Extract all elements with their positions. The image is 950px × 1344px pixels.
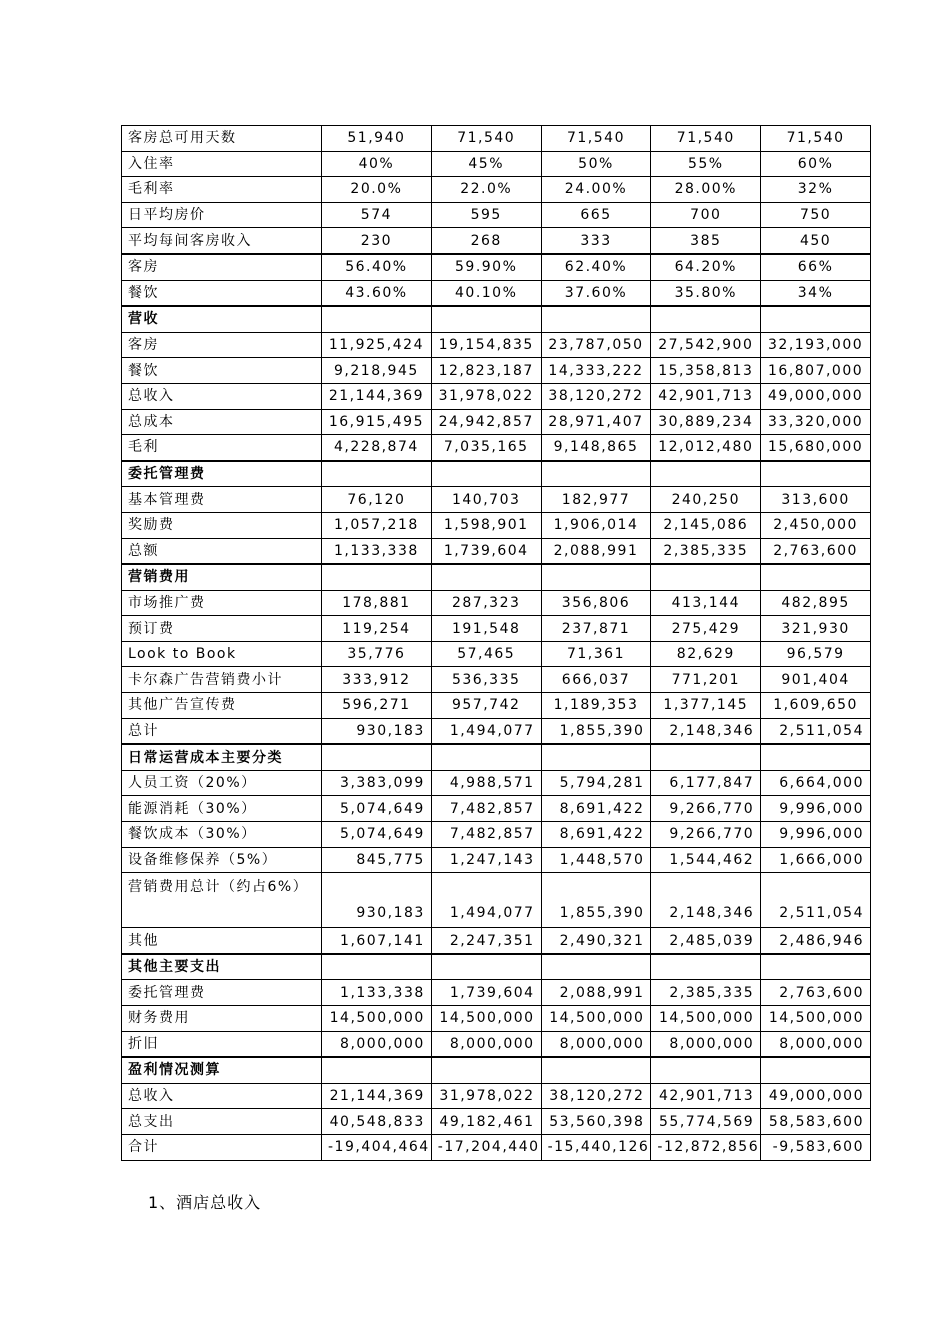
row-label: 卡尔森广告营销费小计 <box>122 667 322 693</box>
table-row <box>122 1083 871 1109</box>
empty-cell <box>651 461 761 487</box>
value-cell: 2,088,991 <box>541 980 651 1006</box>
value-cell: 268 <box>431 228 541 254</box>
empty-cell <box>431 564 541 590</box>
row-label: 总收入 <box>122 383 322 409</box>
value-cell: 49,000,000 <box>761 383 871 409</box>
value-cell: -9,583,600 <box>761 1134 871 1160</box>
value-cell: 40% <box>322 151 432 177</box>
value-cell: 42,901,713 <box>651 383 761 409</box>
value-cell: 957,742 <box>431 693 541 719</box>
value-cell: 37.60% <box>541 280 651 306</box>
value-cell: 4,988,571 <box>431 770 541 796</box>
empty-cell <box>761 1057 871 1083</box>
value-cell: 55% <box>651 151 761 177</box>
row-label: 总支出 <box>122 1109 322 1135</box>
value-cell: 31,978,022 <box>431 383 541 409</box>
value-cell: 1,494,077 <box>431 873 541 928</box>
table-row <box>122 332 871 358</box>
empty-cell <box>541 461 651 487</box>
table-row <box>122 1109 871 1135</box>
value-cell: 237,871 <box>541 616 651 642</box>
value-cell: 596,271 <box>322 693 432 719</box>
value-cell: 24.00% <box>541 177 651 203</box>
value-cell: 35.80% <box>651 280 761 306</box>
value-cell: 43.60% <box>322 280 432 306</box>
table-row <box>122 822 871 848</box>
value-cell: 19,154,835 <box>431 332 541 358</box>
table-row <box>122 383 871 409</box>
empty-cell <box>761 954 871 980</box>
row-label: 折旧 <box>122 1031 322 1057</box>
value-cell: 1,247,143 <box>431 847 541 873</box>
empty-cell <box>541 564 651 590</box>
value-cell: 6,177,847 <box>651 770 761 796</box>
value-cell: 55,774,569 <box>651 1109 761 1135</box>
table-row <box>122 667 871 693</box>
empty-cell <box>761 744 871 770</box>
empty-cell <box>431 744 541 770</box>
row-label: 奖励费 <box>122 512 322 538</box>
value-cell: 62.40% <box>541 254 651 280</box>
table-row <box>122 1031 871 1057</box>
value-cell: 1,494,077 <box>431 718 541 744</box>
value-cell: 2,450,000 <box>761 512 871 538</box>
table-row <box>122 151 871 177</box>
value-cell: 482,895 <box>761 590 871 616</box>
row-label: 设备维修保养（5%） <box>122 847 322 873</box>
empty-cell <box>431 1057 541 1083</box>
value-cell: 1,855,390 <box>541 718 651 744</box>
value-cell: 665 <box>541 202 651 228</box>
row-label: 能源消耗（30%） <box>122 796 322 822</box>
value-cell: 230 <box>322 228 432 254</box>
value-cell: 71,540 <box>431 126 541 152</box>
row-label: 人员工资（20%） <box>122 770 322 796</box>
value-cell: 2,511,054 <box>761 718 871 744</box>
value-cell: 66% <box>761 254 871 280</box>
value-cell: 3,383,099 <box>322 770 432 796</box>
value-cell: 1,609,650 <box>761 693 871 719</box>
value-cell: 21,144,369 <box>322 1083 432 1109</box>
row-label: 平均每间客房收入 <box>122 228 322 254</box>
value-cell: 1,377,145 <box>651 693 761 719</box>
value-cell: 930,183 <box>322 718 432 744</box>
section-caption: 1、酒店总收入 <box>148 1193 262 1212</box>
empty-cell <box>761 564 871 590</box>
value-cell: 1,607,141 <box>322 928 432 954</box>
value-cell: 1,739,604 <box>431 980 541 1006</box>
value-cell: 20.0% <box>322 177 432 203</box>
value-cell: 16,807,000 <box>761 358 871 384</box>
value-cell: 5,074,649 <box>322 796 432 822</box>
empty-cell <box>322 744 432 770</box>
value-cell: 71,540 <box>651 126 761 152</box>
empty-cell <box>322 954 432 980</box>
value-cell: 2,385,335 <box>651 538 761 564</box>
value-cell: 45% <box>431 151 541 177</box>
empty-cell <box>541 954 651 980</box>
value-cell: 64.20% <box>651 254 761 280</box>
table-row <box>122 590 871 616</box>
value-cell: 2,485,039 <box>651 928 761 954</box>
value-cell: 57,465 <box>431 641 541 667</box>
value-cell: -17,204,440 <box>431 1134 541 1160</box>
empty-cell <box>431 306 541 332</box>
value-cell: 14,500,000 <box>761 1006 871 1032</box>
value-cell: 750 <box>761 202 871 228</box>
table-row <box>122 718 871 744</box>
empty-cell <box>761 461 871 487</box>
value-cell: 60% <box>761 151 871 177</box>
value-cell: 59.90% <box>431 254 541 280</box>
empty-cell <box>322 1057 432 1083</box>
value-cell: 9,218,945 <box>322 358 432 384</box>
value-cell: -19,404,464 <box>322 1134 432 1160</box>
value-cell: 58,583,600 <box>761 1109 871 1135</box>
empty-cell <box>541 744 651 770</box>
value-cell: 7,035,165 <box>431 435 541 461</box>
value-cell: 8,000,000 <box>322 1031 432 1057</box>
value-cell: 8,000,000 <box>431 1031 541 1057</box>
value-cell: 16,915,495 <box>322 409 432 435</box>
value-cell: 96,579 <box>761 641 871 667</box>
value-cell: 287,323 <box>431 590 541 616</box>
table-row <box>122 847 871 873</box>
value-cell: 49,182,461 <box>431 1109 541 1135</box>
value-cell: 1,133,338 <box>322 538 432 564</box>
row-label: 毛利率 <box>122 177 322 203</box>
value-cell: 5,074,649 <box>322 822 432 848</box>
value-cell: 1,666,000 <box>761 847 871 873</box>
value-cell: 413,144 <box>651 590 761 616</box>
value-cell: 32,193,000 <box>761 332 871 358</box>
empty-cell <box>651 744 761 770</box>
value-cell: 35,776 <box>322 641 432 667</box>
value-cell: 2,490,321 <box>541 928 651 954</box>
empty-cell <box>431 954 541 980</box>
value-cell: 2,763,600 <box>761 538 871 564</box>
table-row <box>122 254 871 280</box>
row-label: 毛利 <box>122 435 322 461</box>
row-label: 营销费用总计（约占6%） <box>122 873 322 928</box>
value-cell: 71,361 <box>541 641 651 667</box>
section-header-row <box>122 564 871 590</box>
table-row <box>122 409 871 435</box>
value-cell: 2,763,600 <box>761 980 871 1006</box>
value-cell: 38,120,272 <box>541 383 651 409</box>
value-cell: 71,540 <box>761 126 871 152</box>
row-label: 基本管理费 <box>122 487 322 513</box>
value-cell: 14,500,000 <box>322 1006 432 1032</box>
value-cell: 450 <box>761 228 871 254</box>
value-cell: 24,942,857 <box>431 409 541 435</box>
financial-projection-table <box>121 125 871 1161</box>
value-cell: 8,000,000 <box>761 1031 871 1057</box>
empty-cell <box>322 461 432 487</box>
table-row <box>122 280 871 306</box>
value-cell: 42,901,713 <box>651 1083 761 1109</box>
value-cell: 1,133,338 <box>322 980 432 1006</box>
row-label: 总计 <box>122 718 322 744</box>
section-header-row <box>122 744 871 770</box>
section-header-row <box>122 461 871 487</box>
value-cell: 14,500,000 <box>651 1006 761 1032</box>
table-body <box>122 126 871 1161</box>
value-cell: 1,448,570 <box>541 847 651 873</box>
value-cell: 28.00% <box>651 177 761 203</box>
value-cell: 9,266,770 <box>651 796 761 822</box>
table-row <box>122 1134 871 1160</box>
table-row <box>122 770 871 796</box>
empty-cell <box>431 461 541 487</box>
value-cell: 51,940 <box>322 126 432 152</box>
row-label: 日平均房价 <box>122 202 322 228</box>
value-cell: 23,787,050 <box>541 332 651 358</box>
value-cell: 14,333,222 <box>541 358 651 384</box>
value-cell: 15,358,813 <box>651 358 761 384</box>
value-cell: 4,228,874 <box>322 435 432 461</box>
empty-cell <box>651 306 761 332</box>
empty-cell <box>322 306 432 332</box>
table-row <box>122 228 871 254</box>
row-label: 总额 <box>122 538 322 564</box>
value-cell: 595 <box>431 202 541 228</box>
table-row <box>122 693 871 719</box>
value-cell: 9,148,865 <box>541 435 651 461</box>
value-cell: 1,906,014 <box>541 512 651 538</box>
empty-cell <box>651 1057 761 1083</box>
row-label: 餐饮 <box>122 358 322 384</box>
value-cell: 771,201 <box>651 667 761 693</box>
section-title: 营收 <box>122 306 322 332</box>
value-cell: -15,440,126 <box>541 1134 651 1160</box>
table-row <box>122 873 871 928</box>
value-cell: 1,855,390 <box>541 873 651 928</box>
value-cell: 27,542,900 <box>651 332 761 358</box>
section-header-row <box>122 306 871 332</box>
table-row <box>122 641 871 667</box>
value-cell: 574 <box>322 202 432 228</box>
table-row <box>122 1006 871 1032</box>
empty-cell <box>541 1057 651 1083</box>
section-title: 盈利情况测算 <box>122 1057 322 1083</box>
value-cell: 333 <box>541 228 651 254</box>
row-label: 客房总可用天数 <box>122 126 322 152</box>
value-cell: 38,120,272 <box>541 1083 651 1109</box>
value-cell: 2,486,946 <box>761 928 871 954</box>
row-label: 餐饮 <box>122 280 322 306</box>
value-cell: 385 <box>651 228 761 254</box>
row-label: Look to Book <box>122 641 322 667</box>
value-cell: 49,000,000 <box>761 1083 871 1109</box>
row-label: 餐饮成本（30%） <box>122 822 322 848</box>
value-cell: 14,500,000 <box>431 1006 541 1032</box>
row-label: 财务费用 <box>122 1006 322 1032</box>
value-cell: 76,120 <box>322 487 432 513</box>
value-cell: 240,250 <box>651 487 761 513</box>
value-cell: -12,872,856 <box>651 1134 761 1160</box>
value-cell: 22.0% <box>431 177 541 203</box>
value-cell: 9,996,000 <box>761 796 871 822</box>
value-cell: 536,335 <box>431 667 541 693</box>
value-cell: 71,540 <box>541 126 651 152</box>
value-cell: 11,925,424 <box>322 332 432 358</box>
value-cell: 12,012,480 <box>651 435 761 461</box>
table-row <box>122 435 871 461</box>
value-cell: 119,254 <box>322 616 432 642</box>
row-label: 其他广告宣传费 <box>122 693 322 719</box>
value-cell: 34% <box>761 280 871 306</box>
value-cell: 191,548 <box>431 616 541 642</box>
value-cell: 6,664,000 <box>761 770 871 796</box>
value-cell: 2,088,991 <box>541 538 651 564</box>
value-cell: 845,775 <box>322 847 432 873</box>
value-cell: 53,560,398 <box>541 1109 651 1135</box>
value-cell: 2,247,351 <box>431 928 541 954</box>
table-row <box>122 616 871 642</box>
value-cell: 1,598,901 <box>431 512 541 538</box>
row-label: 客房 <box>122 332 322 358</box>
value-cell: 321,930 <box>761 616 871 642</box>
value-cell: 8,000,000 <box>651 1031 761 1057</box>
empty-cell <box>541 306 651 332</box>
value-cell: 40,548,833 <box>322 1109 432 1135</box>
table-row <box>122 358 871 384</box>
value-cell: 32% <box>761 177 871 203</box>
section-header-row <box>122 1057 871 1083</box>
value-cell: 356,806 <box>541 590 651 616</box>
value-cell: 33,320,000 <box>761 409 871 435</box>
value-cell: 901,404 <box>761 667 871 693</box>
table-row <box>122 796 871 822</box>
value-cell: 9,996,000 <box>761 822 871 848</box>
value-cell: 28,971,407 <box>541 409 651 435</box>
value-cell: 8,691,422 <box>541 796 651 822</box>
table-row <box>122 538 871 564</box>
value-cell: 12,823,187 <box>431 358 541 384</box>
value-cell: 1,057,218 <box>322 512 432 538</box>
row-label: 总成本 <box>122 409 322 435</box>
row-label: 入住率 <box>122 151 322 177</box>
row-label: 委托管理费 <box>122 980 322 1006</box>
value-cell: 2,148,346 <box>651 873 761 928</box>
value-cell: 1,189,353 <box>541 693 651 719</box>
section-title: 日常运营成本主要分类 <box>122 744 322 770</box>
section-title: 委托管理费 <box>122 461 322 487</box>
value-cell: 31,978,022 <box>431 1083 541 1109</box>
value-cell: 666,037 <box>541 667 651 693</box>
row-label: 市场推广费 <box>122 590 322 616</box>
value-cell: 30,889,234 <box>651 409 761 435</box>
row-label: 客房 <box>122 254 322 280</box>
value-cell: 8,691,422 <box>541 822 651 848</box>
value-cell: 7,482,857 <box>431 822 541 848</box>
row-label: 总收入 <box>122 1083 322 1109</box>
value-cell: 700 <box>651 202 761 228</box>
value-cell: 140,703 <box>431 487 541 513</box>
empty-cell <box>761 306 871 332</box>
value-cell: 9,266,770 <box>651 822 761 848</box>
value-cell: 14,500,000 <box>541 1006 651 1032</box>
value-cell: 7,482,857 <box>431 796 541 822</box>
empty-cell <box>651 954 761 980</box>
value-cell: 1,544,462 <box>651 847 761 873</box>
table-row <box>122 980 871 1006</box>
row-label: 合计 <box>122 1134 322 1160</box>
value-cell: 15,680,000 <box>761 435 871 461</box>
row-label: 预订费 <box>122 616 322 642</box>
value-cell: 333,912 <box>322 667 432 693</box>
value-cell: 8,000,000 <box>541 1031 651 1057</box>
table-row <box>122 126 871 152</box>
value-cell: 2,148,346 <box>651 718 761 744</box>
row-label: 其他 <box>122 928 322 954</box>
value-cell: 1,739,604 <box>431 538 541 564</box>
empty-cell <box>651 564 761 590</box>
section-title: 营销费用 <box>122 564 322 590</box>
section-title: 其他主要支出 <box>122 954 322 980</box>
value-cell: 178,881 <box>322 590 432 616</box>
value-cell: 275,429 <box>651 616 761 642</box>
value-cell: 56.40% <box>322 254 432 280</box>
value-cell: 930,183 <box>322 873 432 928</box>
table-row <box>122 177 871 203</box>
value-cell: 5,794,281 <box>541 770 651 796</box>
value-cell: 2,511,054 <box>761 873 871 928</box>
table-row <box>122 487 871 513</box>
section-header-row <box>122 954 871 980</box>
value-cell: 82,629 <box>651 641 761 667</box>
value-cell: 21,144,369 <box>322 383 432 409</box>
value-cell: 50% <box>541 151 651 177</box>
value-cell: 2,385,335 <box>651 980 761 1006</box>
value-cell: 182,977 <box>541 487 651 513</box>
table-row <box>122 202 871 228</box>
value-cell: 313,600 <box>761 487 871 513</box>
table-row <box>122 512 871 538</box>
empty-cell <box>322 564 432 590</box>
value-cell: 40.10% <box>431 280 541 306</box>
value-cell: 2,145,086 <box>651 512 761 538</box>
table-row <box>122 928 871 954</box>
